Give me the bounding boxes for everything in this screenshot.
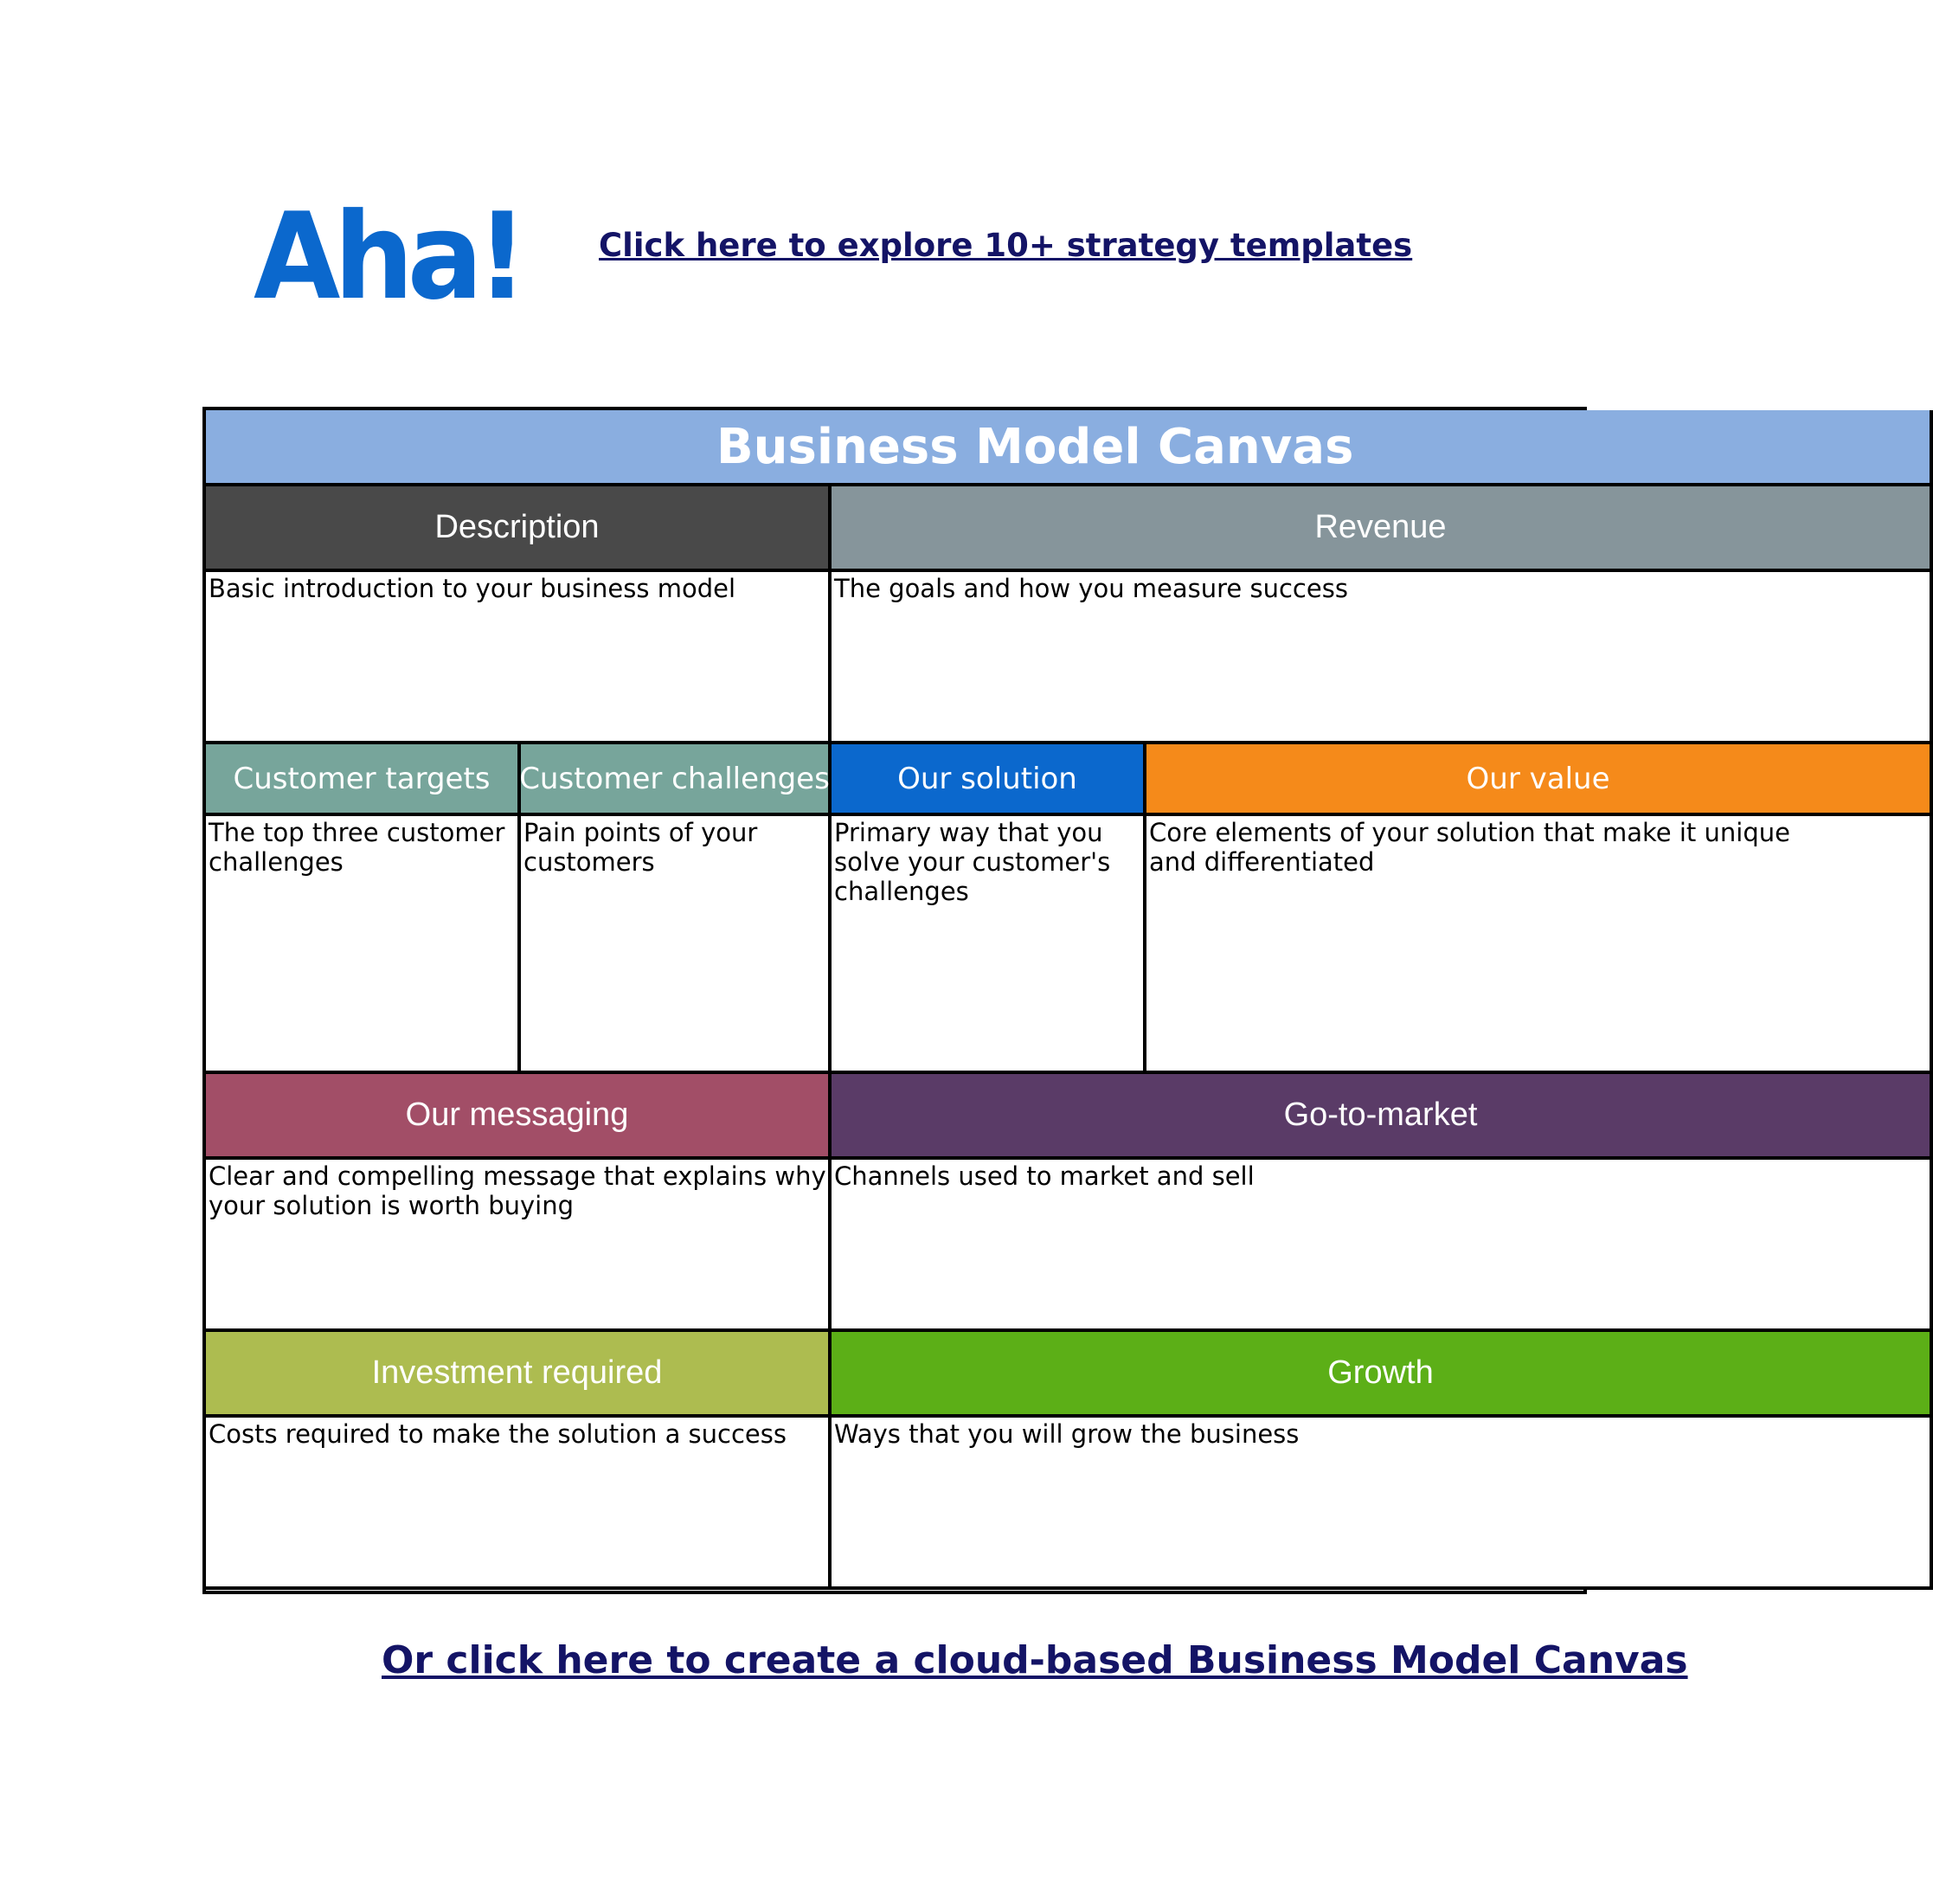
our-messaging-body[interactable]: Clear and compelling message that explains why your solution is worth buying xyxy=(206,1160,832,1332)
business-model-canvas xyxy=(202,407,1790,1594)
revenue-body[interactable]: The goals and how you measure success xyxy=(832,572,1933,744)
aha-logo[interactable]: Aha! xyxy=(254,187,522,326)
our-solution-body[interactable]: Primary way that you solve your customer's challenges xyxy=(832,816,1146,1074)
description-body[interactable]: Basic introduction to your business model xyxy=(206,572,832,744)
go-to-market-header: Go-to-market xyxy=(832,1074,1933,1160)
go-to-market-body[interactable]: Channels used to market and sell xyxy=(832,1160,1933,1332)
customer-targets-body[interactable]: The top three customer challenges xyxy=(206,816,521,1074)
cloud-canvas-link[interactable]: Or click here to create a cloud-based Business Model Canvas xyxy=(382,1638,1688,1682)
customer-challenges-header: Customer challenges xyxy=(521,744,832,816)
growth-header: Growth xyxy=(832,1332,1933,1418)
investment-required-body[interactable]: Costs required to make the solution a success xyxy=(206,1418,832,1590)
revenue-header: Revenue xyxy=(832,486,1933,572)
canvas-title: Business Model Canvas xyxy=(206,410,1933,486)
growth-body[interactable]: Ways that you will grow the business xyxy=(832,1418,1933,1590)
customer-targets-header: Customer targets xyxy=(206,744,521,816)
our-messaging-header: Our messaging xyxy=(206,1074,832,1160)
our-solution-header: Our solution xyxy=(832,744,1146,816)
customer-challenges-body[interactable]: Pain points of your customers xyxy=(521,816,832,1074)
description-header: Description xyxy=(206,486,832,572)
investment-required-header: Investment required xyxy=(206,1332,832,1418)
our-value-body[interactable]: Core elements of your solution that make it unique and differentiated xyxy=(1146,816,1933,1074)
our-value-header: Our value xyxy=(1146,744,1933,816)
canvas-viewport xyxy=(202,407,1790,1594)
strategy-templates-link[interactable]: Click here to explore 10+ strategy templates xyxy=(599,227,1413,264)
